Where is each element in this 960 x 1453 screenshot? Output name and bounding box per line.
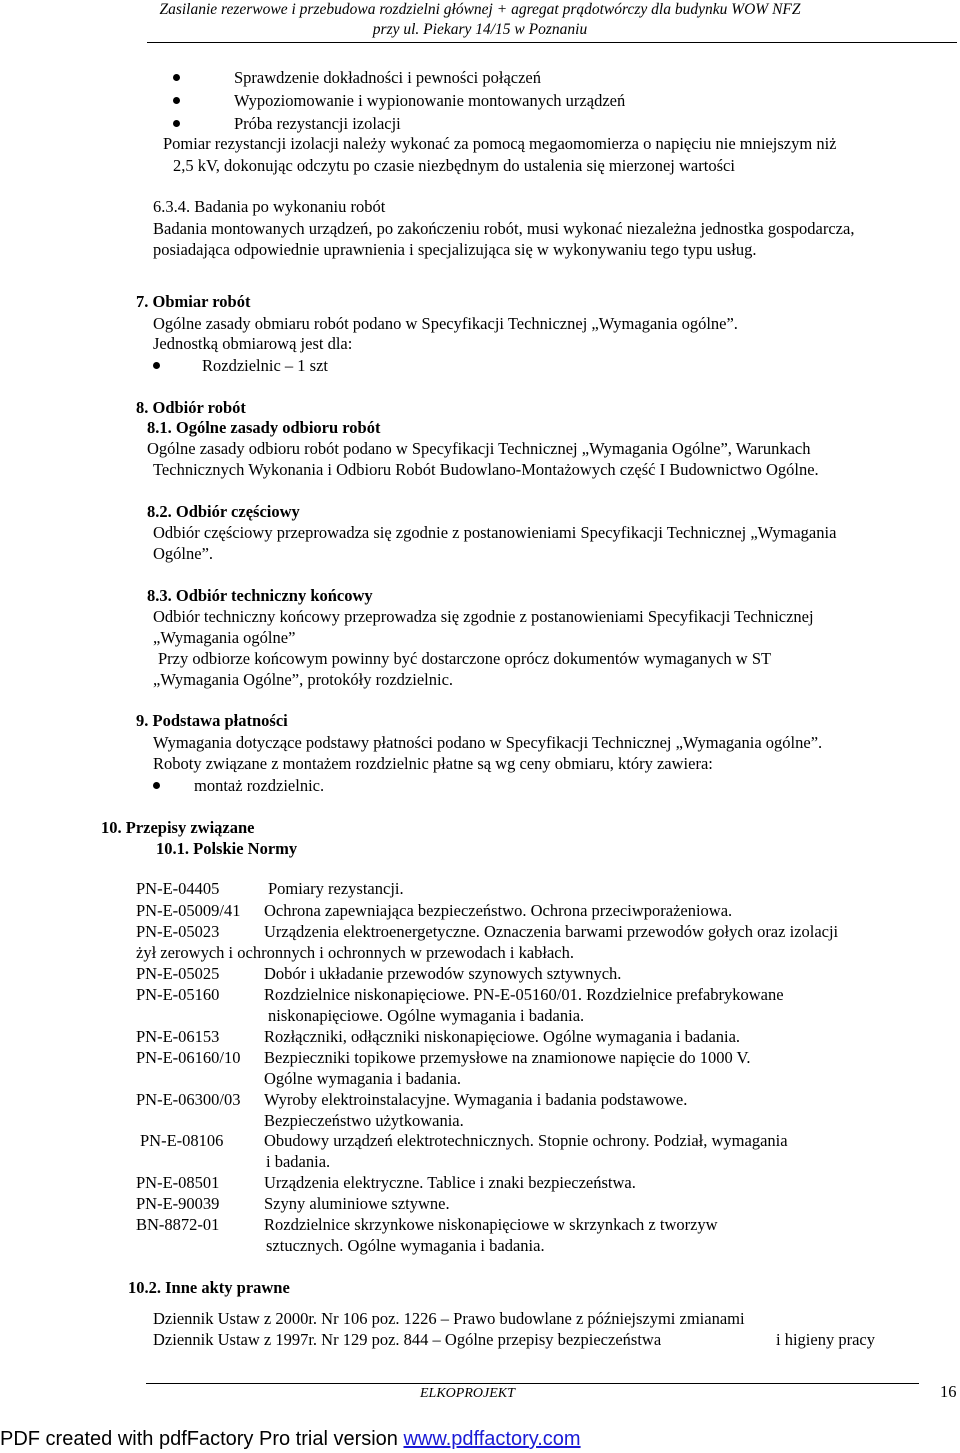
bullet-marker [173,74,180,81]
norm-title: Dobór i układanie przewodów szynowych sztywnych. [264,964,622,983]
norm-code: PN-E-08106 [140,1131,224,1150]
bullet-marker [173,120,180,127]
norm-code: PN-E-06160/10 [136,1048,241,1067]
section-634-line1: Badania montowanych urządzeń, po zakończeniu robót, musi wykonać niezależna jednostka gospodarcza, [153,219,855,238]
footer-rule [146,1383,919,1384]
norm-code: PN-E-06153 [136,1027,220,1046]
section-81-line2: Technicznych Wykonania i Odbioru Robót Budowlano-Montażowych część I Budownictwo Ogólne. [153,460,819,479]
norm-title-line2: sztucznych. Ogólne wymagania i badania. [266,1236,545,1255]
insulation-paragraph-line2: 2,5 kV, dokonując odczytu po czasie niezbędnym do ustalenia się mierzonej wartości [173,156,735,175]
check-item-connections: Sprawdzenie dokładności i pewności połączeń [234,68,541,87]
section-81-heading: 8.1. Ogólne zasady odbioru robót [147,418,381,437]
norm-code: PN-E-05025 [136,964,220,983]
pdf-watermark [0,1427,581,1451]
header-rule [147,42,957,43]
norm-title-continuation: żył zerowych i ochronnych i ochronnych w przewodach i kabłach. [136,943,574,962]
norm-code: PN-E-05023 [136,922,220,941]
bullet-marker [153,362,160,369]
norm-code: PN-E-08501 [136,1173,220,1192]
norm-title-line2: i badania. [266,1152,331,1171]
header-title-line1: Zasilanie rezerwowe i przebudowa rozdzielni głównej + agregat prądotwórczy dla budynku WOW NFZ [159,1,801,18]
section-9-line2: Roboty związane z montażem rozdzielnic płatne są wg ceny obmiaru, który zawiera: [153,754,713,773]
legal-act-item: Dziennik Ustaw z 2000r. Nr 106 poz. 1226 – Prawo budowlane z późniejszymi zmianami [153,1309,745,1328]
check-item-leveling: Wypoziomowanie i wypionowanie montowanych urządzeń [234,91,626,110]
section-81-line1: Ogólne zasady odbioru robót podano w Specyfikacji Technicznej „Wymagania Ogólne”, Warunkach [147,439,811,458]
section-82-heading: 8.2. Odbiór częściowy [147,502,300,521]
section-82-line2: Ogólne”. [153,544,214,563]
bullet-marker [153,782,160,789]
norm-title: Wyroby elektroinstalacyjne. Wymagania i badania podstawowe. [264,1090,688,1109]
section-83-line4: „Wymagania Ogólne”, protokóły rozdzielnic. [153,670,454,689]
section-83-line1: Odbiór techniczny końcowy przeprowadza się zgodnie z postanowieniami Specyfikacji Technicznej [153,607,814,626]
legal-act-item-continuation: i higieny pracy [776,1330,875,1349]
norm-title: Obudowy urządzeń elektrotechnicznych. Stopnie ochrony. Podział, wymagania [264,1131,788,1150]
section-634-line2: posiadająca odpowiednie uprawnienia i specjalizująca się w wykonywaniu tego typu usług. [153,240,757,259]
section-9-heading: 9. Podstawa płatności [136,711,288,730]
norm-title: Bezpieczniki topikowe przemysłowe na znamionowe napięcie do 1000 V. [264,1048,751,1067]
bullet-marker [173,97,180,104]
section-102-heading: 10.2. Inne akty prawne [128,1278,290,1297]
norm-title-line2: Ogólne wymagania i badania. [264,1069,462,1088]
norm-code: PN-E-90039 [136,1194,220,1213]
norm-title-line2: Bezpieczeństwo użytkowania. [264,1111,464,1130]
norm-code: PN-E-05009/41 [136,901,241,920]
norm-code: BN-8872-01 [136,1215,220,1234]
section-10-heading: 10. Przepisy związane [101,818,255,837]
section-83-line2: „Wymagania ogólne” [153,628,296,647]
norm-title: Urządzenia elektroenergetyczne. Oznaczenia barwami przewodów gołych oraz izolacji [264,922,839,941]
norm-code: PN-E-05160 [136,985,220,1004]
norm-title: Rozdzielnice skrzynkowe niskonapięciowe w skrzynkach z tworzyw [264,1215,718,1234]
section-83-heading: 8.3. Odbiór techniczny końcowy [147,586,373,605]
norm-title: Rozdzielnice niskonapięciowe. PN-E-05160/01. Rozdzielnice prefabrykowane [264,985,784,1004]
norm-title: Szyny aluminiowe sztywne. [264,1194,450,1213]
section-82-line1: Odbiór częściowy przeprowadza się zgodnie z postanowieniami Specyfikacji Technicznej „Wymagania [153,523,837,542]
norm-title: Rozłączniki, odłączniki niskonapięciowe. Ogólne wymagania i badania. [264,1027,741,1046]
section-101-heading: 10.1. Polskie Normy [156,839,298,858]
section-8-heading: 8. Odbiór robót [136,398,246,417]
section-9-line1: Wymagania dotyczące podstawy płatności podano w Specyfikacji Technicznej „Wymagania ogólne”. [153,733,823,752]
norm-title: Pomiary rezystancji. [268,879,404,898]
footer-company: ELKOPROJEKT [420,1386,515,1401]
check-item-insulation-test: Próba rezystancji izolacji [234,114,401,133]
norm-code: PN-E-04405 [136,879,220,898]
norm-title-line2: niskonapięciowe. Ogólne wymagania i badania. [268,1006,585,1025]
insulation-paragraph-line1: Pomiar rezystancji izolacji należy wykonać za pomocą megaomomierza o napięciu nie mniejszym niż [163,134,837,153]
section-7-line1: Ogólne zasady obmiaru robót podano w Specyfikacji Technicznej „Wymagania ogólne”. [153,314,738,333]
section-7-bullet: Rozdzielnic – 1 szt [202,356,329,375]
header-title-line2: przy ul. Piekary 14/15 w Poznaniu [372,21,588,38]
section-7-heading: 7. Obmiar robót [136,292,251,311]
legal-act-item: Dziennik Ustaw z 1997r. Nr 129 poz. 844 – Ogólne przepisy bezpieczeństwa [153,1330,662,1349]
norm-title: Ochrona zapewniająca bezpieczeństwo. Ochrona przeciwporażeniowa. [264,901,733,920]
norm-title: Urządzenia elektryczne. Tablice i znaki bezpieczeństwa. [264,1173,636,1192]
section-634-heading: 6.3.4. Badania po wykonaniu robót [153,197,386,216]
norm-code: PN-E-06300/03 [136,1090,241,1109]
page-number: 16 [940,1382,957,1401]
section-83-line3: Przy odbiorze końcowym powinny być dostarczone oprócz dokumentów wymaganych w ST [158,649,772,668]
pdf-watermark-link[interactable]: www.pdffactory.com [403,1428,581,1450]
section-7-line2: Jednostką obmiarową jest dla: [153,334,353,353]
section-9-bullet: montaż rozdzielnic. [194,776,325,795]
pdf-watermark-text: PDF created with pdfFactory Pro trial version [0,1428,404,1450]
